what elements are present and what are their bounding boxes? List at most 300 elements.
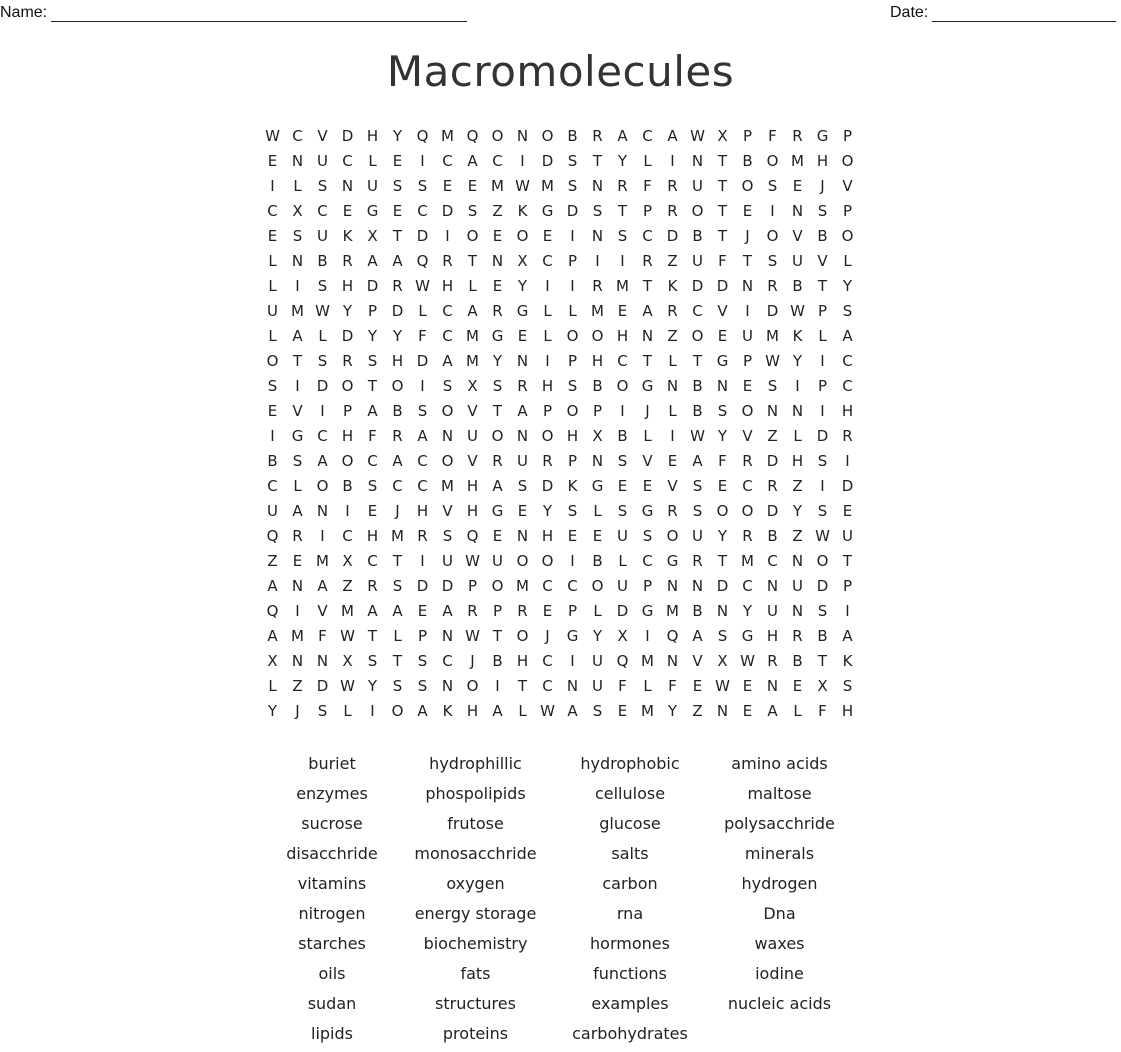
- grid-letter[interactable]: M: [316, 552, 329, 570]
- grid-letter[interactable]: E: [392, 202, 403, 220]
- grid-letter[interactable]: H: [616, 327, 629, 345]
- grid-letter[interactable]: S: [642, 527, 653, 545]
- grid-letter[interactable]: O: [566, 402, 579, 420]
- grid-letter[interactable]: E: [742, 677, 753, 695]
- grid-letter[interactable]: H: [366, 527, 379, 545]
- grid-letter[interactable]: E: [517, 502, 528, 520]
- grid-letter[interactable]: E: [442, 177, 453, 195]
- grid-letter[interactable]: O: [841, 227, 854, 245]
- grid-letter[interactable]: A: [692, 627, 703, 645]
- grid-letter[interactable]: H: [541, 527, 554, 545]
- grid-letter[interactable]: A: [842, 627, 853, 645]
- grid-letter[interactable]: Q: [616, 652, 629, 670]
- grid-letter[interactable]: G: [741, 627, 754, 645]
- grid-letter[interactable]: V: [817, 252, 828, 270]
- grid-letter[interactable]: S: [392, 577, 403, 595]
- grid-letter[interactable]: N: [516, 427, 529, 445]
- grid-letter[interactable]: I: [795, 377, 800, 395]
- grid-letter[interactable]: U: [492, 552, 503, 570]
- grid-letter[interactable]: O: [391, 702, 404, 720]
- grid-letter[interactable]: I: [520, 152, 525, 170]
- grid-letter[interactable]: C: [842, 352, 853, 370]
- grid-letter[interactable]: A: [292, 502, 303, 520]
- grid-letter[interactable]: B: [792, 652, 803, 670]
- grid-letter[interactable]: U: [592, 677, 603, 695]
- grid-letter[interactable]: M: [616, 277, 629, 295]
- grid-letter[interactable]: Z: [342, 577, 353, 595]
- grid-letter[interactable]: U: [617, 577, 628, 595]
- grid-letter[interactable]: D: [341, 327, 354, 345]
- grid-letter[interactable]: R: [367, 577, 378, 595]
- grid-letter[interactable]: R: [492, 302, 503, 320]
- grid-letter[interactable]: D: [441, 202, 454, 220]
- grid-letter[interactable]: B: [317, 252, 328, 270]
- grid-letter[interactable]: E: [742, 702, 753, 720]
- grid-letter[interactable]: S: [592, 202, 603, 220]
- grid-letter[interactable]: E: [567, 527, 578, 545]
- grid-letter[interactable]: M: [791, 152, 804, 170]
- grid-letter[interactable]: F: [718, 452, 727, 470]
- grid-letter[interactable]: V: [792, 227, 803, 245]
- grid-letter[interactable]: C: [367, 552, 378, 570]
- grid-letter[interactable]: S: [317, 702, 328, 720]
- grid-letter[interactable]: L: [843, 252, 852, 270]
- grid-letter[interactable]: S: [617, 227, 628, 245]
- grid-letter[interactable]: E: [717, 477, 728, 495]
- grid-letter[interactable]: E: [617, 302, 628, 320]
- grid-letter[interactable]: O: [591, 577, 604, 595]
- grid-letter[interactable]: D: [416, 577, 429, 595]
- grid-letter[interactable]: T: [717, 202, 728, 220]
- grid-letter[interactable]: C: [542, 252, 553, 270]
- grid-letter[interactable]: A: [442, 602, 453, 620]
- grid-letter[interactable]: G: [541, 202, 554, 220]
- grid-letter[interactable]: E: [592, 527, 603, 545]
- grid-letter[interactable]: V: [467, 402, 478, 420]
- grid-letter[interactable]: B: [617, 427, 628, 445]
- grid-letter[interactable]: G: [566, 627, 579, 645]
- grid-letter[interactable]: U: [267, 502, 278, 520]
- grid-letter[interactable]: G: [516, 302, 529, 320]
- grid-letter[interactable]: N: [641, 327, 654, 345]
- grid-letter[interactable]: E: [742, 202, 753, 220]
- grid-letter[interactable]: S: [567, 502, 578, 520]
- grid-letter[interactable]: T: [392, 227, 403, 245]
- grid-letter[interactable]: S: [567, 177, 578, 195]
- grid-letter[interactable]: X: [592, 427, 603, 445]
- grid-letter[interactable]: Q: [466, 527, 479, 545]
- grid-letter[interactable]: E: [667, 452, 678, 470]
- grid-letter[interactable]: C: [767, 552, 778, 570]
- grid-letter[interactable]: S: [467, 202, 478, 220]
- grid-letter[interactable]: C: [442, 327, 453, 345]
- grid-letter[interactable]: X: [817, 677, 828, 695]
- grid-letter[interactable]: O: [666, 527, 679, 545]
- grid-letter[interactable]: U: [317, 227, 328, 245]
- grid-letter[interactable]: E: [617, 702, 628, 720]
- grid-letter[interactable]: P: [542, 402, 553, 420]
- grid-letter[interactable]: E: [292, 552, 303, 570]
- grid-letter[interactable]: L: [268, 277, 277, 295]
- grid-letter[interactable]: H: [841, 702, 854, 720]
- grid-letter[interactable]: U: [692, 177, 703, 195]
- grid-letter[interactable]: N: [591, 452, 604, 470]
- grid-letter[interactable]: A: [367, 402, 378, 420]
- grid-letter[interactable]: F: [668, 677, 677, 695]
- grid-letter[interactable]: W: [265, 127, 280, 145]
- grid-letter[interactable]: U: [692, 252, 703, 270]
- grid-letter[interactable]: S: [442, 527, 453, 545]
- grid-letter[interactable]: D: [816, 427, 829, 445]
- grid-letter[interactable]: N: [791, 202, 804, 220]
- grid-letter[interactable]: T: [717, 227, 728, 245]
- grid-letter[interactable]: I: [670, 427, 675, 445]
- grid-letter[interactable]: L: [793, 427, 802, 445]
- grid-letter[interactable]: N: [516, 127, 529, 145]
- grid-letter[interactable]: O: [341, 377, 354, 395]
- grid-letter[interactable]: D: [766, 452, 779, 470]
- grid-letter[interactable]: L: [668, 352, 677, 370]
- grid-letter[interactable]: A: [767, 702, 778, 720]
- grid-letter[interactable]: Y: [592, 627, 603, 645]
- grid-letter[interactable]: T: [842, 552, 853, 570]
- grid-letter[interactable]: U: [742, 327, 753, 345]
- grid-letter[interactable]: F: [618, 677, 627, 695]
- grid-letter[interactable]: X: [717, 127, 728, 145]
- grid-letter[interactable]: T: [467, 252, 478, 270]
- grid-letter[interactable]: C: [317, 427, 328, 445]
- grid-letter[interactable]: I: [320, 402, 325, 420]
- grid-letter[interactable]: I: [670, 152, 675, 170]
- grid-letter[interactable]: C: [442, 302, 453, 320]
- grid-letter[interactable]: I: [270, 177, 275, 195]
- grid-letter[interactable]: S: [292, 452, 303, 470]
- grid-letter[interactable]: A: [317, 452, 328, 470]
- grid-letter[interactable]: P: [642, 202, 653, 220]
- grid-letter[interactable]: O: [441, 402, 454, 420]
- grid-letter[interactable]: T: [742, 252, 753, 270]
- grid-letter[interactable]: M: [291, 627, 304, 645]
- grid-letter[interactable]: S: [842, 302, 853, 320]
- grid-letter[interactable]: S: [517, 477, 528, 495]
- grid-letter[interactable]: W: [740, 652, 755, 670]
- grid-letter[interactable]: O: [766, 227, 779, 245]
- grid-letter[interactable]: O: [491, 127, 504, 145]
- grid-letter[interactable]: P: [842, 577, 853, 595]
- grid-letter[interactable]: Q: [266, 527, 279, 545]
- grid-letter[interactable]: A: [267, 577, 278, 595]
- grid-letter[interactable]: M: [466, 327, 479, 345]
- grid-letter[interactable]: A: [392, 452, 403, 470]
- grid-letter[interactable]: N: [516, 527, 529, 545]
- grid-letter[interactable]: X: [342, 652, 353, 670]
- grid-letter[interactable]: S: [817, 602, 828, 620]
- grid-letter[interactable]: O: [741, 177, 754, 195]
- grid-letter[interactable]: D: [716, 277, 729, 295]
- grid-letter[interactable]: R: [592, 277, 603, 295]
- grid-letter[interactable]: I: [420, 377, 425, 395]
- grid-letter[interactable]: B: [817, 627, 828, 645]
- grid-letter[interactable]: E: [392, 152, 403, 170]
- grid-letter[interactable]: C: [267, 202, 278, 220]
- grid-letter[interactable]: N: [716, 602, 729, 620]
- grid-letter[interactable]: R: [492, 452, 503, 470]
- grid-letter[interactable]: I: [370, 702, 375, 720]
- grid-letter[interactable]: B: [567, 127, 578, 145]
- grid-letter[interactable]: A: [517, 402, 528, 420]
- grid-letter[interactable]: Z: [267, 552, 278, 570]
- grid-letter[interactable]: P: [742, 352, 753, 370]
- grid-letter[interactable]: S: [417, 652, 428, 670]
- grid-letter[interactable]: L: [643, 427, 652, 445]
- grid-letter[interactable]: Z: [292, 677, 303, 695]
- grid-letter[interactable]: P: [642, 577, 653, 595]
- grid-letter[interactable]: Y: [792, 502, 803, 520]
- grid-letter[interactable]: T: [292, 352, 303, 370]
- grid-letter[interactable]: P: [817, 377, 828, 395]
- grid-letter[interactable]: N: [516, 352, 529, 370]
- grid-letter[interactable]: L: [793, 702, 802, 720]
- grid-letter[interactable]: F: [318, 627, 327, 645]
- grid-letter[interactable]: T: [617, 202, 628, 220]
- grid-letter[interactable]: M: [516, 577, 529, 595]
- grid-letter[interactable]: O: [741, 402, 754, 420]
- grid-letter[interactable]: D: [416, 227, 429, 245]
- grid-letter[interactable]: B: [492, 652, 503, 670]
- grid-letter[interactable]: B: [267, 452, 278, 470]
- grid-letter[interactable]: D: [541, 477, 554, 495]
- grid-letter[interactable]: N: [766, 577, 779, 595]
- grid-letter[interactable]: B: [692, 377, 703, 395]
- grid-letter[interactable]: T: [642, 277, 653, 295]
- grid-letter[interactable]: N: [666, 652, 679, 670]
- grid-letter[interactable]: I: [820, 402, 825, 420]
- grid-letter[interactable]: E: [492, 227, 503, 245]
- grid-letter[interactable]: O: [541, 127, 554, 145]
- grid-letter[interactable]: U: [767, 602, 778, 620]
- grid-letter[interactable]: N: [666, 577, 679, 595]
- grid-letter[interactable]: L: [268, 677, 277, 695]
- grid-letter[interactable]: H: [466, 477, 479, 495]
- grid-letter[interactable]: R: [292, 527, 303, 545]
- grid-letter[interactable]: L: [568, 302, 577, 320]
- grid-letter[interactable]: N: [291, 152, 304, 170]
- grid-letter[interactable]: V: [742, 427, 753, 445]
- grid-letter[interactable]: C: [567, 577, 578, 595]
- grid-letter[interactable]: N: [341, 177, 354, 195]
- grid-letter[interactable]: H: [366, 127, 379, 145]
- grid-letter[interactable]: J: [645, 402, 650, 420]
- grid-letter[interactable]: N: [316, 652, 329, 670]
- grid-letter[interactable]: H: [341, 277, 354, 295]
- grid-letter[interactable]: A: [392, 602, 403, 620]
- grid-letter[interactable]: L: [618, 552, 627, 570]
- grid-letter[interactable]: M: [441, 127, 454, 145]
- grid-letter[interactable]: I: [820, 352, 825, 370]
- grid-letter[interactable]: F: [718, 252, 727, 270]
- grid-letter[interactable]: O: [691, 327, 704, 345]
- date-field[interactable]: [890, 4, 1116, 22]
- grid-letter[interactable]: S: [317, 177, 328, 195]
- grid-letter[interactable]: I: [320, 527, 325, 545]
- grid-letter[interactable]: A: [842, 327, 853, 345]
- grid-letter[interactable]: Y: [367, 327, 378, 345]
- grid-letter[interactable]: O: [541, 427, 554, 445]
- grid-letter[interactable]: S: [367, 352, 378, 370]
- grid-letter[interactable]: C: [642, 552, 653, 570]
- grid-letter[interactable]: U: [517, 452, 528, 470]
- grid-letter[interactable]: R: [792, 627, 803, 645]
- grid-letter[interactable]: H: [566, 427, 579, 445]
- grid-letter[interactable]: O: [516, 627, 529, 645]
- grid-letter[interactable]: H: [516, 652, 529, 670]
- grid-letter[interactable]: S: [317, 352, 328, 370]
- grid-letter[interactable]: C: [417, 477, 428, 495]
- grid-letter[interactable]: O: [441, 452, 454, 470]
- grid-letter[interactable]: Y: [792, 352, 803, 370]
- grid-letter[interactable]: C: [442, 152, 453, 170]
- grid-letter[interactable]: I: [820, 477, 825, 495]
- grid-letter[interactable]: I: [420, 152, 425, 170]
- grid-letter[interactable]: S: [442, 377, 453, 395]
- grid-letter[interactable]: I: [345, 502, 350, 520]
- grid-letter[interactable]: M: [391, 527, 404, 545]
- grid-letter[interactable]: S: [567, 377, 578, 395]
- grid-letter[interactable]: Y: [392, 327, 403, 345]
- grid-letter[interactable]: G: [641, 377, 654, 395]
- grid-letter[interactable]: Q: [416, 252, 429, 270]
- grid-letter[interactable]: J: [545, 627, 550, 645]
- name-line[interactable]: [51, 7, 467, 22]
- grid-letter[interactable]: M: [641, 652, 654, 670]
- grid-letter[interactable]: E: [492, 277, 503, 295]
- grid-letter[interactable]: Q: [466, 127, 479, 145]
- grid-letter[interactable]: H: [591, 352, 604, 370]
- grid-letter[interactable]: R: [642, 252, 653, 270]
- grid-letter[interactable]: S: [367, 652, 378, 670]
- grid-letter[interactable]: S: [692, 502, 703, 520]
- grid-letter[interactable]: D: [616, 602, 629, 620]
- grid-letter[interactable]: P: [567, 352, 578, 370]
- grid-letter[interactable]: A: [267, 627, 278, 645]
- grid-letter[interactable]: I: [570, 227, 575, 245]
- grid-letter[interactable]: N: [316, 502, 329, 520]
- grid-letter[interactable]: H: [541, 377, 554, 395]
- grid-letter[interactable]: Y: [717, 427, 728, 445]
- grid-letter[interactable]: W: [790, 302, 805, 320]
- grid-letter[interactable]: G: [716, 352, 729, 370]
- grid-letter[interactable]: E: [517, 327, 528, 345]
- grid-letter[interactable]: C: [342, 527, 353, 545]
- grid-letter[interactable]: X: [367, 227, 378, 245]
- grid-letter[interactable]: X: [617, 627, 628, 645]
- grid-letter[interactable]: V: [642, 452, 653, 470]
- grid-letter[interactable]: K: [842, 652, 853, 670]
- grid-letter[interactable]: G: [641, 502, 654, 520]
- grid-letter[interactable]: O: [316, 477, 329, 495]
- grid-letter[interactable]: Y: [517, 277, 528, 295]
- grid-letter[interactable]: J: [295, 702, 300, 720]
- grid-letter[interactable]: T: [367, 627, 378, 645]
- grid-letter[interactable]: S: [317, 277, 328, 295]
- grid-letter[interactable]: G: [491, 327, 504, 345]
- grid-letter[interactable]: Z: [767, 427, 778, 445]
- grid-letter[interactable]: Q: [266, 602, 279, 620]
- grid-letter[interactable]: N: [591, 177, 604, 195]
- grid-letter[interactable]: P: [367, 302, 378, 320]
- grid-letter[interactable]: W: [690, 427, 705, 445]
- grid-letter[interactable]: I: [270, 427, 275, 445]
- grid-letter[interactable]: G: [491, 502, 504, 520]
- grid-letter[interactable]: C: [417, 202, 428, 220]
- grid-letter[interactable]: D: [391, 302, 404, 320]
- grid-letter[interactable]: A: [692, 452, 703, 470]
- grid-letter[interactable]: P: [492, 602, 503, 620]
- grid-letter[interactable]: R: [742, 452, 753, 470]
- grid-letter[interactable]: V: [317, 602, 328, 620]
- grid-letter[interactable]: M: [641, 702, 654, 720]
- grid-letter[interactable]: O: [391, 377, 404, 395]
- grid-letter[interactable]: C: [342, 152, 353, 170]
- grid-letter[interactable]: R: [667, 202, 678, 220]
- grid-letter[interactable]: C: [617, 352, 628, 370]
- grid-letter[interactable]: E: [267, 152, 278, 170]
- grid-letter[interactable]: Y: [492, 352, 503, 370]
- grid-letter[interactable]: O: [491, 427, 504, 445]
- grid-letter[interactable]: R: [342, 352, 353, 370]
- grid-letter[interactable]: L: [393, 627, 402, 645]
- grid-letter[interactable]: T: [517, 677, 528, 695]
- grid-letter[interactable]: A: [567, 702, 578, 720]
- grid-letter[interactable]: U: [792, 577, 803, 595]
- grid-letter[interactable]: U: [592, 652, 603, 670]
- grid-letter[interactable]: T: [642, 352, 653, 370]
- grid-letter[interactable]: E: [492, 527, 503, 545]
- grid-letter[interactable]: E: [642, 477, 653, 495]
- grid-letter[interactable]: T: [592, 152, 603, 170]
- grid-letter[interactable]: W: [515, 177, 530, 195]
- grid-letter[interactable]: F: [818, 702, 827, 720]
- grid-letter[interactable]: H: [341, 427, 354, 445]
- grid-letter[interactable]: Z: [667, 327, 678, 345]
- grid-letter[interactable]: L: [518, 702, 527, 720]
- grid-letter[interactable]: Y: [542, 502, 553, 520]
- grid-letter[interactable]: V: [442, 502, 453, 520]
- grid-letter[interactable]: I: [770, 202, 775, 220]
- grid-letter[interactable]: C: [642, 227, 653, 245]
- grid-letter[interactable]: O: [466, 227, 479, 245]
- grid-letter[interactable]: D: [366, 277, 379, 295]
- grid-letter[interactable]: N: [441, 677, 454, 695]
- grid-letter[interactable]: H: [391, 352, 404, 370]
- grid-letter[interactable]: X: [292, 202, 303, 220]
- grid-letter[interactable]: S: [292, 227, 303, 245]
- grid-letter[interactable]: C: [842, 377, 853, 395]
- grid-letter[interactable]: R: [767, 277, 778, 295]
- grid-letter[interactable]: N: [791, 552, 804, 570]
- grid-letter[interactable]: A: [467, 302, 478, 320]
- grid-letter[interactable]: I: [570, 277, 575, 295]
- grid-letter[interactable]: Y: [342, 302, 353, 320]
- grid-letter[interactable]: B: [692, 602, 703, 620]
- grid-letter[interactable]: G: [641, 602, 654, 620]
- grid-letter[interactable]: O: [691, 202, 704, 220]
- grid-letter[interactable]: M: [666, 602, 679, 620]
- grid-letter[interactable]: E: [417, 602, 428, 620]
- grid-letter[interactable]: R: [392, 277, 403, 295]
- grid-letter[interactable]: B: [342, 477, 353, 495]
- grid-letter[interactable]: W: [315, 302, 330, 320]
